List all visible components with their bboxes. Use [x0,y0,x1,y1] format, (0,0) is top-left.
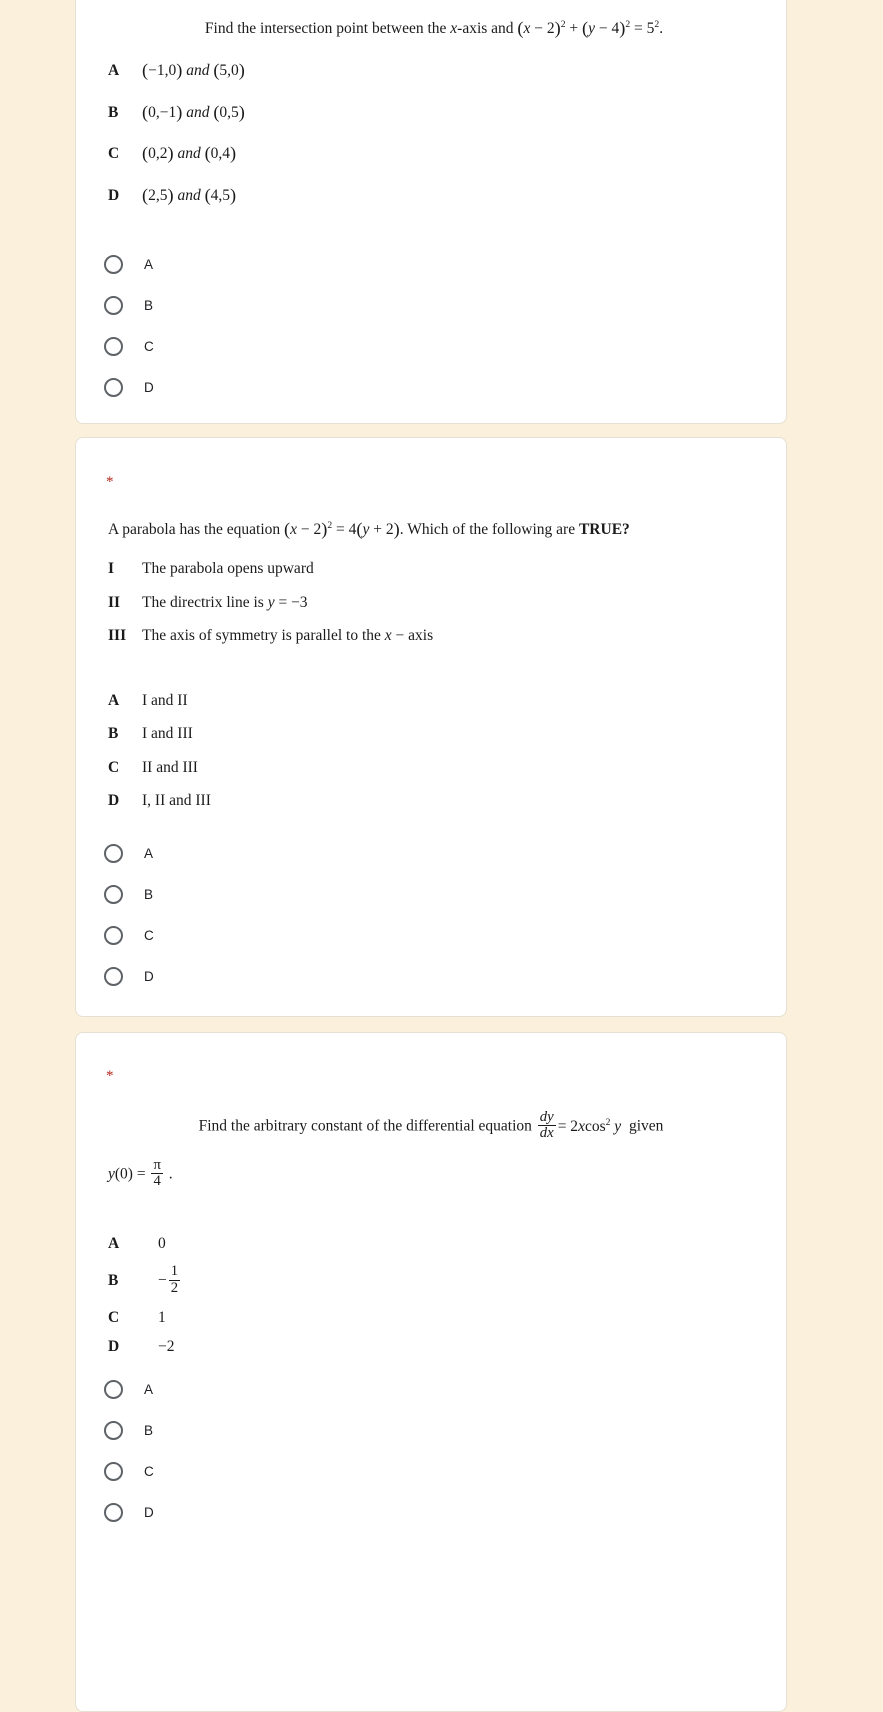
question-3-choice-c-value: 1 [158,1309,166,1327]
required-asterisk: * [106,474,114,490]
question-card-1 [75,0,787,424]
question-1-choice-a [76,62,786,81]
radio-button-icon[interactable] [104,1503,123,1522]
question-2-stem [76,520,786,541]
question-1-choice-d-label: D [108,186,120,204]
question-3-image [76,1111,786,1357]
question-1-x-symbol: x [450,20,458,37]
radio-button-icon[interactable] [104,926,123,945]
question-1-choice-c-label: C [108,145,120,163]
radio-button-icon[interactable] [104,885,123,904]
question-2-option-a-label: A [144,846,154,861]
question-2-choice-b [76,725,786,744]
question-3-option-c[interactable] [76,1451,786,1492]
question-1-choice-d [76,184,786,206]
question-2-choice-a [76,692,786,711]
question-2-option-c[interactable] [76,915,786,956]
question-1-equation: $(x - 2)^2 + (y - 4)^2 = 5^2$. [517,18,664,39]
question-2-equation: $(x - 2)^2 = 4(y + 2)$ [284,519,400,540]
question-3-choice-a-label: A [108,1234,120,1252]
question-2-statement-iii-label: III [108,627,127,645]
question-1-choice-c-value: (0,2) and (0,4) [142,143,237,164]
question-3-option-b-label: B [144,1423,154,1438]
question-3-choice-c-label: C [108,1309,120,1327]
required-asterisk: * [106,1068,114,1084]
question-3-choice-list [76,1235,786,1357]
question-2-choice-a-label: A [108,691,120,709]
question-2-option-b[interactable] [76,874,786,915]
question-3-option-c-label: C [144,1464,154,1479]
question-1-choice-b-label: B [108,103,119,121]
question-3-condition-fraction: $\frac{\pi}{4}$ [153,1156,161,1190]
question-2-statement-i [76,560,786,579]
radio-button-icon[interactable] [104,1421,123,1440]
question-1-option-d-label: D [144,380,154,395]
question-1-choice-list [76,62,786,205]
question-2-statement-ii [76,594,786,613]
question-2-choice-c [76,759,786,778]
question-3-choice-b-value: − $\frac{1}{2}$ [158,1263,179,1296]
question-3-option-d-label: D [144,1505,154,1520]
question-1-option-b[interactable] [76,285,786,326]
question-1-option-a[interactable] [76,244,786,285]
question-1-option-a-label: A [144,257,154,272]
radio-button-icon[interactable] [104,337,123,356]
radio-button-icon[interactable] [104,378,123,397]
question-2-choice-d [76,792,786,811]
question-2-choice-b-label: B [108,725,119,743]
question-2-option-d[interactable] [76,956,786,997]
question-3-derivative: $\frac{dy}{dx}$ [539,1109,554,1142]
question-2-stem-lead: A parabola has the equation [108,521,285,538]
radio-button-icon[interactable] [104,1462,123,1481]
radio-button-icon[interactable] [104,296,123,315]
question-1-choice-d-value: (2,5) and (4,5) [142,184,237,205]
question-3-stem-lead: Find the arbitrary constant of the differential equation [198,1117,536,1135]
question-3-option-a-label: A [144,1382,154,1397]
question-2-choice-a-value: I and II [142,691,188,709]
question-2-choice-c-value: II and III [142,758,198,776]
question-3-option-a[interactable] [76,1369,786,1410]
question-1-stem [76,19,786,40]
question-2-answer-group[interactable] [76,833,786,997]
question-3-stem [76,1111,786,1143]
question-2-option-c-label: C [144,928,154,943]
question-1-option-d[interactable] [76,367,786,408]
question-1-choice-c [76,145,786,164]
question-1-axis-word: -axis and [457,20,518,37]
question-2-statement-i-text: The parabola opens upward [142,559,314,577]
question-2-choice-list [76,692,786,811]
question-3-choice-d-label: D [108,1337,120,1355]
question-3-rhs: = 2xcos$^2$ y [557,1116,622,1135]
question-1-choice-b [76,101,786,123]
question-3-option-d[interactable] [76,1492,786,1533]
question-3-option-b[interactable] [76,1410,786,1451]
question-2-statement-i-label: I [108,559,115,577]
question-3-choice-d [76,1338,786,1357]
question-3-choice-b-label: B [108,1271,119,1289]
question-3-choice-c [76,1309,786,1328]
question-1-choice-a-value: (−1,0) and (5,0) [142,60,245,81]
radio-button-icon[interactable] [104,255,123,274]
question-3-choice-b [76,1265,786,1297]
question-1-option-c-label: C [144,339,154,354]
radio-button-icon[interactable] [104,844,123,863]
question-3-initial-condition: y(0) = $\frac{\pi}{4}$ . [108,1156,173,1190]
question-2-choice-b-value: I and III [142,725,193,743]
question-2-stem-tail: . Which of the following are [399,521,579,538]
question-1-option-b-label: B [144,298,154,313]
question-1-stem-lead: Find the intersection point between the [204,20,451,37]
radio-button-icon[interactable] [104,967,123,986]
question-2-statement-ii-label: II [108,593,121,611]
question-1-choice-b-value: (0,−1) and (0,5) [142,101,245,122]
question-2-statement-iii [76,627,786,646]
question-1-image [76,19,786,205]
question-card-3 [75,1032,787,1712]
question-1-answer-group[interactable] [76,244,786,408]
question-2-statement-list [76,560,786,646]
question-2-stem-emphasis: TRUE? [578,521,630,538]
question-2-choice-d-value: I, II and III [142,792,211,810]
question-2-choice-c-label: C [108,758,120,776]
radio-button-icon[interactable] [104,1380,123,1399]
question-3-choice-d-value: −2 [158,1337,175,1355]
question-3-condition-tail: . [168,1165,173,1183]
question-1-choice-a-label: A [108,61,120,79]
question-3-answer-group[interactable] [76,1369,786,1533]
question-3-given-word: given [628,1117,664,1135]
question-2-option-a[interactable] [76,833,786,874]
question-2-option-b-label: B [144,887,154,902]
question-2-option-d-label: D [144,969,154,984]
question-1-option-c[interactable] [76,326,786,367]
question-3-condition-lhs: y [108,1165,115,1183]
question-card-2 [75,437,787,1017]
question-2-choice-d-label: D [108,792,120,810]
question-3-choice-a [76,1235,786,1254]
question-2-statement-iii-text: The axis of symmetry is parallel to the x − axis [142,627,434,645]
question-3-choice-a-value: 0 [158,1234,166,1252]
question-2-statement-ii-text: The directrix line is y = −3 [142,593,308,611]
question-2-image [76,520,786,811]
